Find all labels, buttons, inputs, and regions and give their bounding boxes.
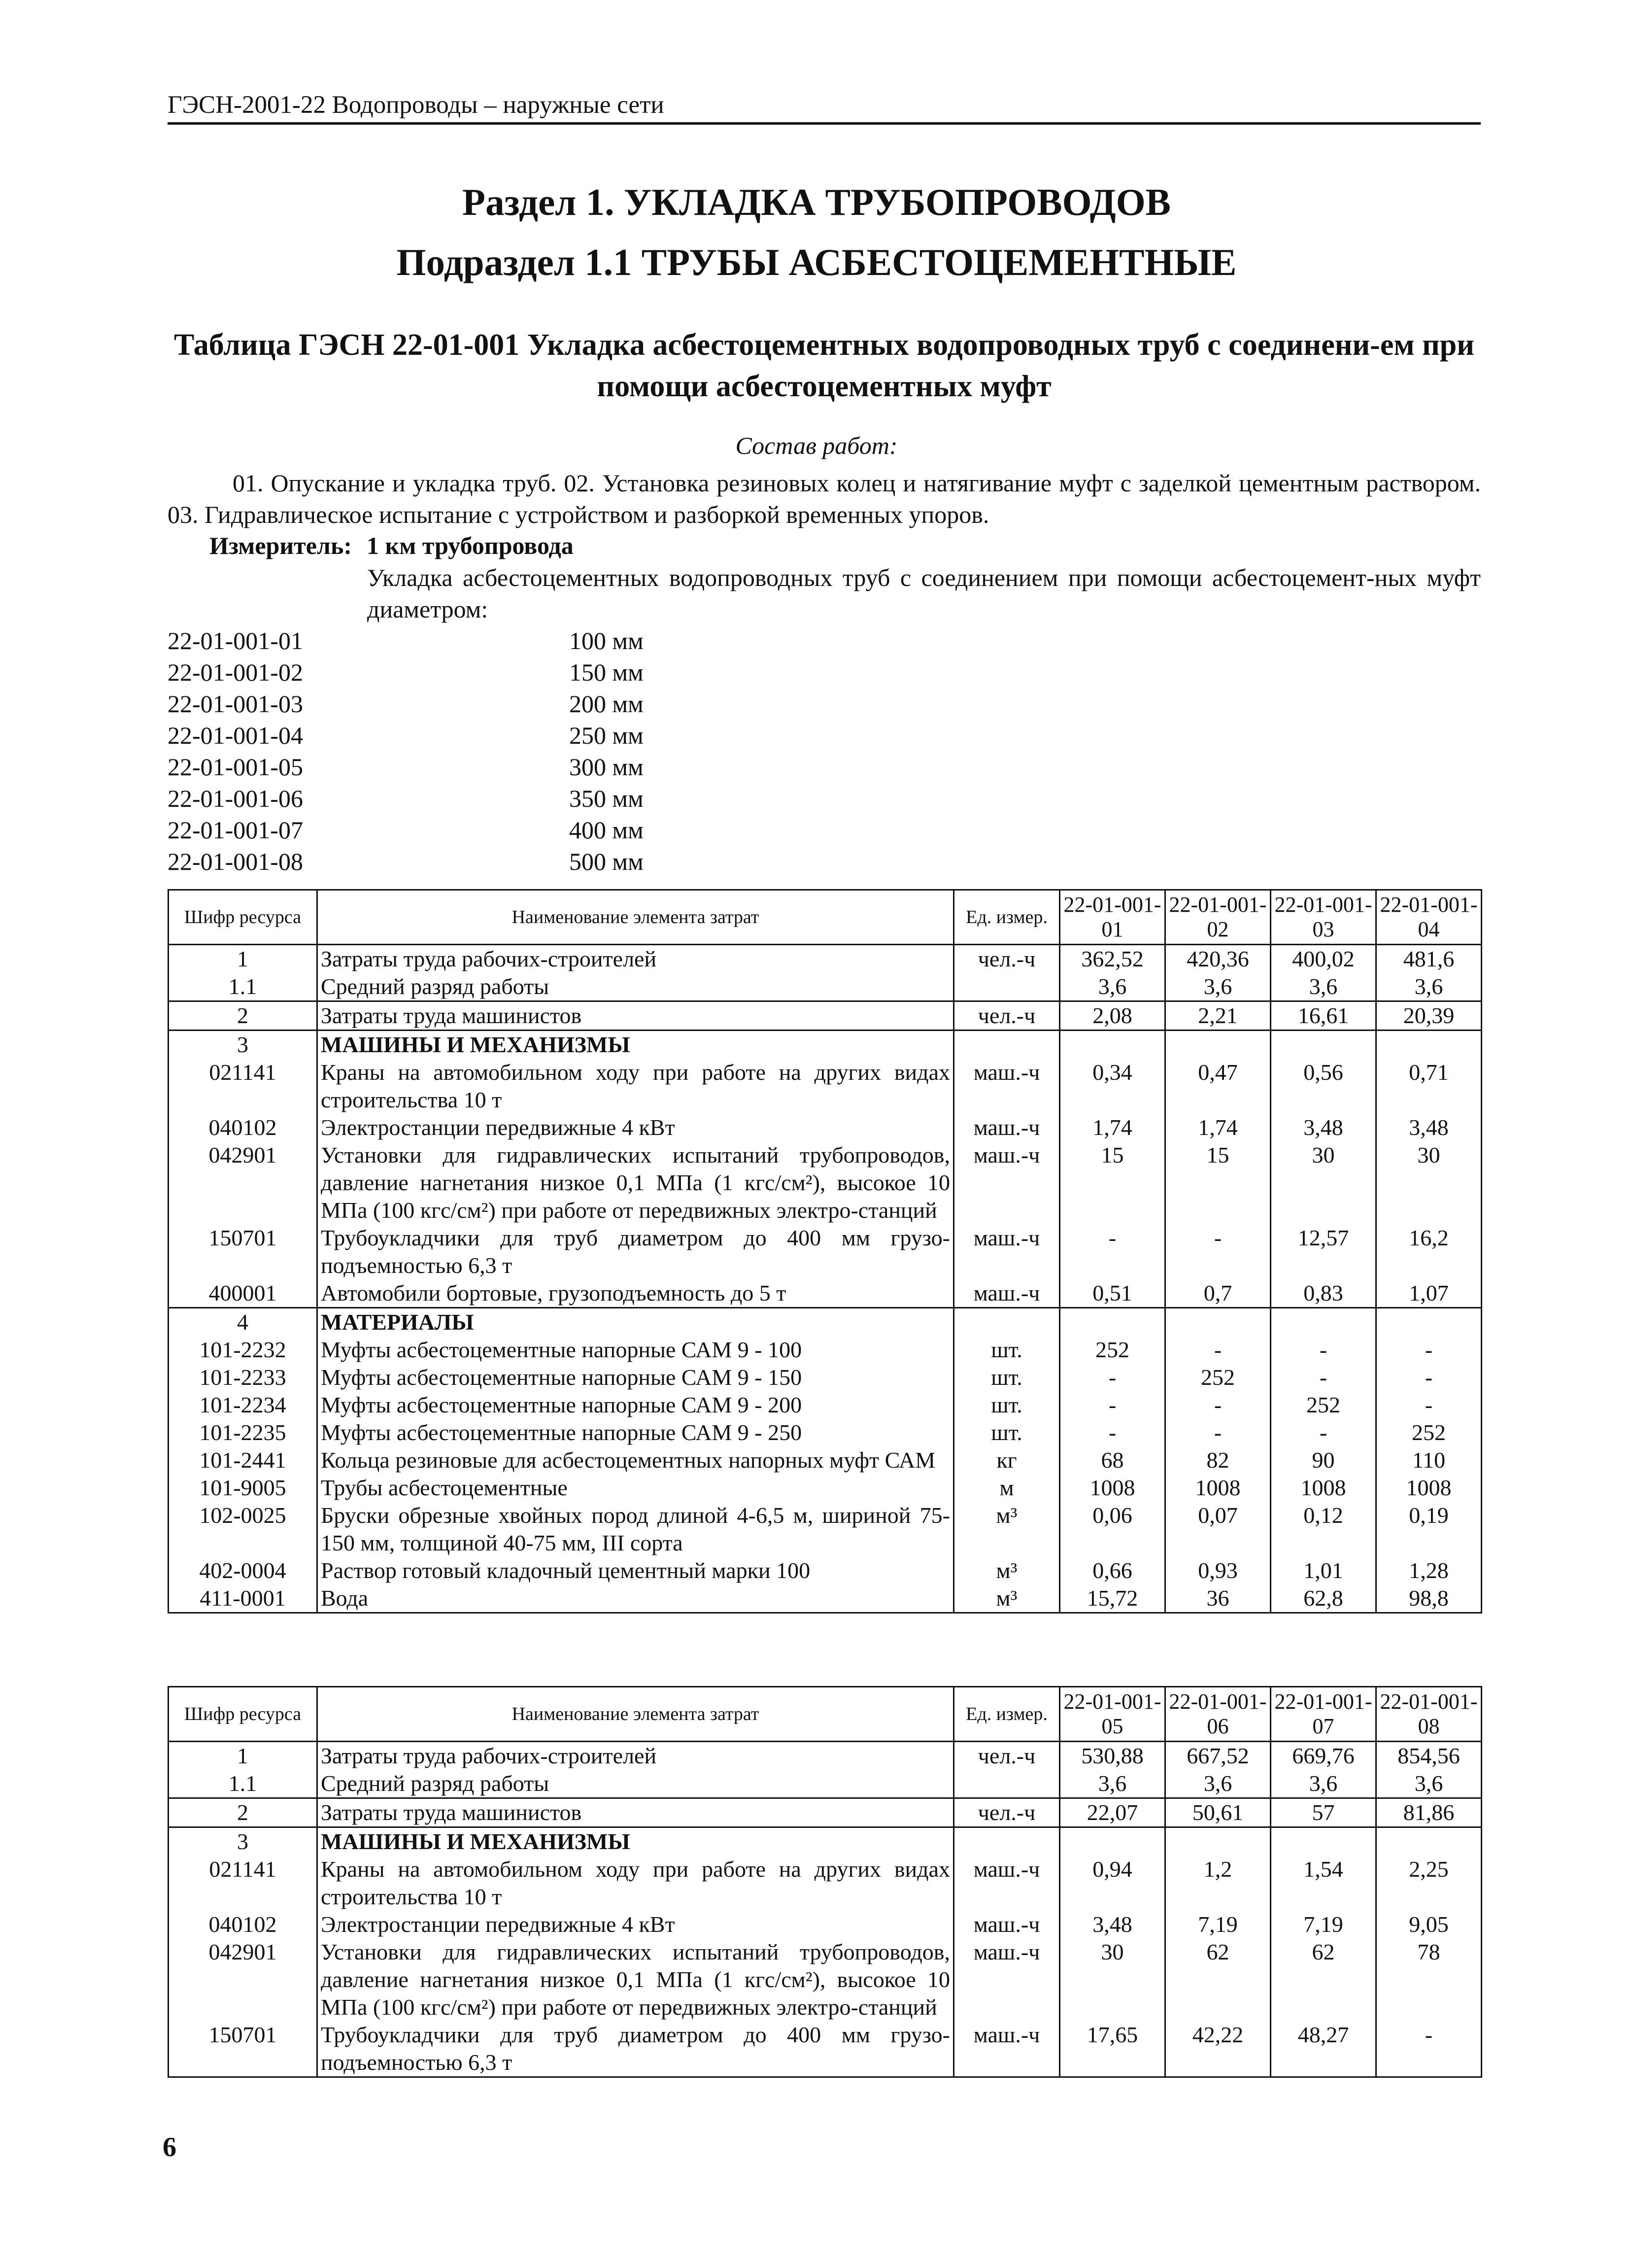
table-row [169, 1141, 1482, 1224]
row-value: 3,6 [1271, 973, 1376, 1001]
code-list-diameter: 400 мм [569, 816, 644, 844]
row-value: 12,57 [1271, 1224, 1376, 1279]
row-code: 102-0025 [169, 1502, 317, 1557]
code-list-code: 22-01-001-05 [168, 753, 303, 781]
table-row [169, 945, 1482, 973]
row-unit: м³ [954, 1502, 1060, 1557]
row-value [1060, 1031, 1165, 1059]
header-name: Наименование элемента затрат [317, 890, 954, 945]
row-value: 0,07 [1165, 1502, 1271, 1557]
row-value: - [1271, 1336, 1376, 1364]
row-value: 110 [1376, 1446, 1482, 1474]
row-name: Муфты асбестоцементные напорные САМ 9 - 150 [317, 1364, 954, 1391]
table-row [169, 1419, 1482, 1446]
header-column-code: 22-01-001-01 [1060, 890, 1165, 945]
table-title: Таблица ГЭСН 22-01-001 Укладка асбестоцементных водопроводных труб с соединени-ем при помощи асбестоцементных муфт [174, 328, 1474, 403]
table-row [169, 973, 1482, 1001]
table-row [169, 1557, 1482, 1584]
measure-value: 1 км трубопровода [367, 532, 574, 559]
table-row [169, 1364, 1482, 1391]
header-code: Шифр ресурса [169, 890, 317, 945]
row-code: 2 [169, 1001, 317, 1031]
table-row [169, 1584, 1482, 1613]
row-value: 1008 [1060, 1474, 1165, 1502]
header-column-code: 22-01-001-04 [1376, 890, 1482, 945]
row-value: 400,02 [1271, 945, 1376, 973]
row-unit: маш.-ч [954, 1114, 1060, 1141]
row-name: МАШИНЫ И МЕХАНИЗМЫ [317, 1031, 954, 1059]
row-name: Раствор готовый кладочный цементный марки 100 [317, 1557, 954, 1584]
row-value: 1,07 [1376, 1279, 1482, 1308]
code-list [168, 625, 644, 877]
row-value: 3,48 [1271, 1114, 1376, 1141]
header-column-code: 22-01-001-07 [1271, 1687, 1376, 1742]
table-row [169, 1336, 1482, 1364]
row-unit: чел.-ч [954, 1001, 1060, 1031]
row-value: 481,6 [1376, 945, 1482, 973]
row-code: 101-9005 [169, 1474, 317, 1502]
row-value: 1,28 [1376, 1557, 1482, 1584]
table-row [169, 2021, 1482, 2077]
row-code: 150701 [169, 2021, 317, 2077]
header-column-code: 22-01-001-06 [1165, 1687, 1271, 1742]
row-unit: шт. [954, 1419, 1060, 1446]
header-column-code: 22-01-001-03 [1271, 890, 1376, 945]
row-value: 0,83 [1271, 1279, 1376, 1308]
code-list-code: 22-01-001-01 [168, 627, 303, 654]
table-header-row [169, 890, 1482, 945]
row-value [1165, 1031, 1271, 1059]
row-value: 16,2 [1376, 1224, 1482, 1279]
row-name: Электростанции передвижные 4 кВт [317, 1911, 954, 1938]
measure-label: Измеритель: [209, 532, 352, 559]
code-list-diameter: 200 мм [569, 690, 644, 718]
row-value: 90 [1271, 1446, 1376, 1474]
row-value: 0,71 [1376, 1059, 1482, 1114]
code-list-item [168, 846, 644, 877]
row-name: Трубоукладчики для труб диаметром до 400 мм грузо-подъемностью 6,3 т [317, 2021, 954, 2077]
table-row [169, 1742, 1482, 1770]
row-value: - [1060, 1391, 1165, 1419]
row-value: - [1165, 1224, 1271, 1279]
code-list-diameter: 100 мм [569, 627, 644, 654]
row-value: - [1060, 1419, 1165, 1446]
code-list-item [168, 625, 644, 656]
row-code: 4 [169, 1308, 317, 1337]
table-row [169, 1502, 1482, 1557]
code-list-code: 22-01-001-08 [168, 848, 303, 875]
row-value: 9,05 [1376, 1911, 1482, 1938]
table-row [169, 1114, 1482, 1141]
row-name: Установки для гидравлических испытаний трубопроводов, давление нагнетания низкое 0,1 МПа (1 кгс/см²), высокое 10 МПа (100 кгс/см²) при работе от передвижных электро-станций [317, 1938, 954, 2021]
row-value: 22,07 [1060, 1798, 1165, 1827]
row-value: 15 [1060, 1141, 1165, 1224]
row-code: 101-2235 [169, 1419, 317, 1446]
row-unit: маш.-ч [954, 1911, 1060, 1938]
table-row [169, 1224, 1482, 1279]
row-value: 57 [1271, 1798, 1376, 1827]
table-row [169, 1474, 1482, 1502]
row-value: 30 [1376, 1141, 1482, 1224]
row-unit: маш.-ч [954, 1279, 1060, 1308]
row-code: 1.1 [169, 1770, 317, 1798]
code-list-code: 22-01-001-02 [168, 658, 303, 686]
row-name: Муфты асбестоцементные напорные САМ 9 - 200 [317, 1391, 954, 1419]
row-name: Затраты труда рабочих-строителей [317, 945, 954, 973]
row-value: 1008 [1271, 1474, 1376, 1502]
row-value: 3,6 [1376, 973, 1482, 1001]
table-row [169, 1031, 1482, 1059]
row-value: 530,88 [1060, 1742, 1165, 1770]
row-value [1376, 1031, 1482, 1059]
row-value: 0,66 [1060, 1557, 1165, 1584]
row-value: 42,22 [1165, 2021, 1271, 2077]
header-column-code: 22-01-001-05 [1060, 1687, 1165, 1742]
row-value: 667,52 [1165, 1742, 1271, 1770]
table-row [169, 1059, 1482, 1114]
row-value: 62 [1165, 1938, 1271, 2021]
row-value: - [1165, 1336, 1271, 1364]
row-value [1271, 1308, 1376, 1337]
row-unit: шт. [954, 1336, 1060, 1364]
header-unit: Ед. измер. [954, 890, 1060, 945]
row-value: 16,61 [1271, 1001, 1376, 1031]
row-value: - [1376, 1364, 1482, 1391]
row-name: МАТЕРИАЛЫ [317, 1308, 954, 1337]
code-list-code: 22-01-001-07 [168, 816, 303, 844]
row-code: 2 [169, 1798, 317, 1827]
row-unit [954, 1308, 1060, 1337]
row-value: - [1376, 1391, 1482, 1419]
code-list-item [168, 656, 644, 688]
table-row [169, 1279, 1482, 1308]
row-value: 81,86 [1376, 1798, 1482, 1827]
row-value: - [1376, 1336, 1482, 1364]
table-row [169, 1001, 1482, 1031]
code-list-code: 22-01-001-03 [168, 690, 303, 718]
row-value: 252 [1060, 1336, 1165, 1364]
row-value: 0,12 [1271, 1502, 1376, 1557]
row-value: 0,06 [1060, 1502, 1165, 1557]
row-value: 20,39 [1376, 1001, 1482, 1031]
section-title: Раздел 1. УКЛАДКА ТРУБОПРОВОДОВ [462, 181, 1171, 223]
row-name: Электростанции передвижные 4 кВт [317, 1114, 954, 1141]
row-value: 0,51 [1060, 1279, 1165, 1308]
row-code: 411-0001 [169, 1584, 317, 1613]
table-row [169, 1798, 1482, 1827]
row-value: 3,48 [1060, 1911, 1165, 1938]
row-unit [954, 1770, 1060, 1798]
row-value: - [1060, 1224, 1165, 1279]
composition-text: 01. Опускание и укладка труб. 02. Установка резиновых колец и натягивание муфт с заделкой цементным раствором. 03. Гидравлическое испытание с устройством и разборкой временных упоров. [168, 469, 1481, 528]
row-value: 3,6 [1271, 1770, 1376, 1798]
row-value: 854,56 [1376, 1742, 1482, 1770]
row-value: 3,6 [1165, 1770, 1271, 1798]
row-value: 98,8 [1376, 1584, 1482, 1613]
row-name: Затраты труда рабочих-строителей [317, 1742, 954, 1770]
code-list-item [168, 688, 644, 720]
row-value: 15 [1165, 1141, 1271, 1224]
row-value [1060, 1308, 1165, 1337]
row-value: 3,6 [1376, 1770, 1482, 1798]
header-name: Наименование элемента затрат [317, 1687, 954, 1742]
row-name: Затраты труда машинистов [317, 1001, 954, 1031]
row-unit: кг [954, 1446, 1060, 1474]
code-list-item [168, 783, 644, 814]
row-value: 36 [1165, 1584, 1271, 1613]
row-unit: маш.-ч [954, 1224, 1060, 1279]
row-value: 669,76 [1271, 1742, 1376, 1770]
row-value: 0,19 [1376, 1502, 1482, 1557]
row-name: Кольца резиновые для асбестоцементных напорных муфт САМ [317, 1446, 954, 1474]
row-code: 1 [169, 945, 317, 973]
row-value [1376, 1827, 1482, 1856]
table-row [169, 1308, 1482, 1337]
row-code: 402-0004 [169, 1557, 317, 1584]
row-value: 252 [1376, 1419, 1482, 1446]
row-value [1165, 1308, 1271, 1337]
code-list-diameter: 300 мм [569, 753, 644, 781]
row-value: 7,19 [1271, 1911, 1376, 1938]
row-value: 1,2 [1165, 1856, 1271, 1911]
code-list-item [168, 814, 644, 846]
row-value: 0,47 [1165, 1059, 1271, 1114]
row-unit [954, 973, 1060, 1001]
code-list-diameter: 150 мм [569, 658, 644, 686]
row-value: 3,48 [1376, 1114, 1482, 1141]
row-unit: чел.-ч [954, 1742, 1060, 1770]
table-row [169, 1446, 1482, 1474]
row-name: Трубы асбестоцементные [317, 1474, 954, 1502]
row-value: 48,27 [1271, 2021, 1376, 2077]
row-unit: чел.-ч [954, 945, 1060, 973]
row-value: 30 [1060, 1938, 1165, 2021]
row-value: 3,6 [1060, 1770, 1165, 1798]
row-unit: шт. [954, 1364, 1060, 1391]
code-list-diameter: 350 мм [569, 785, 644, 812]
row-unit: м³ [954, 1557, 1060, 1584]
row-name: Муфты асбестоцементные напорные САМ 9 - 100 [317, 1336, 954, 1364]
row-value: 0,93 [1165, 1557, 1271, 1584]
row-code: 150701 [169, 1224, 317, 1279]
table-row [169, 1770, 1482, 1798]
row-unit: м [954, 1474, 1060, 1502]
row-value: - [1376, 2021, 1482, 2077]
row-value: 2,21 [1165, 1001, 1271, 1031]
row-value: 82 [1165, 1446, 1271, 1474]
row-value [1165, 1827, 1271, 1856]
row-code: 3 [169, 1031, 317, 1059]
row-code: 021141 [169, 1059, 317, 1114]
table-row [169, 1856, 1482, 1911]
row-value [1060, 1827, 1165, 1856]
header-column-code: 22-01-001-02 [1165, 890, 1271, 945]
row-value: 0,94 [1060, 1856, 1165, 1911]
row-value: 1,74 [1165, 1114, 1271, 1141]
row-unit: маш.-ч [954, 1856, 1060, 1911]
row-code: 101-2234 [169, 1391, 317, 1419]
resource-table-1 [168, 889, 1482, 1614]
row-name: Затраты труда машинистов [317, 1798, 954, 1827]
row-code: 040102 [169, 1911, 317, 1938]
row-value [1271, 1031, 1376, 1059]
composition-title: Состав работ: [735, 432, 898, 459]
row-name: Муфты асбестоцементные напорные САМ 9 - 250 [317, 1419, 954, 1446]
code-list-code: 22-01-001-06 [168, 785, 303, 812]
row-value: 78 [1376, 1938, 1482, 2021]
subsection-title: Подраздел 1.1 ТРУБЫ АСБЕСТОЦЕМЕНТНЫЕ [396, 241, 1237, 283]
row-unit: м³ [954, 1584, 1060, 1613]
row-name: Трубоукладчики для труб диаметром до 400 мм грузо-подъемностью 6,3 т [317, 1224, 954, 1279]
row-value: 1,54 [1271, 1856, 1376, 1911]
row-value [1271, 1827, 1376, 1856]
row-value: 50,61 [1165, 1798, 1271, 1827]
row-value: 0,34 [1060, 1059, 1165, 1114]
row-value: 2,08 [1060, 1001, 1165, 1031]
row-value: 30 [1271, 1141, 1376, 1224]
row-name: Средний разряд работы [317, 973, 954, 1001]
row-code: 042901 [169, 1938, 317, 2021]
row-value: 0,7 [1165, 1279, 1271, 1308]
row-value: 68 [1060, 1446, 1165, 1474]
row-code: 400001 [169, 1279, 317, 1308]
header-unit: Ед. измер. [954, 1687, 1060, 1742]
row-code: 040102 [169, 1114, 317, 1141]
row-code: 1.1 [169, 973, 317, 1001]
row-value: 62,8 [1271, 1584, 1376, 1613]
table-header-row [169, 1687, 1482, 1742]
row-value: - [1271, 1419, 1376, 1446]
row-name: Установки для гидравлических испытаний трубопроводов, давление нагнетания низкое 0,1 МПа (1 кгс/см²), высокое 10 МПа (100 кгс/см²) при работе от передвижных электро-станций [317, 1141, 954, 1224]
row-value: - [1271, 1364, 1376, 1391]
row-value: 252 [1271, 1391, 1376, 1419]
row-value [1376, 1308, 1482, 1337]
row-name: Краны на автомобильном ходу при работе на других видах строительства 10 т [317, 1059, 954, 1114]
table-row [169, 1827, 1482, 1856]
row-value: - [1165, 1391, 1271, 1419]
row-code: 101-2233 [169, 1364, 317, 1391]
work-description: Укладка асбестоцементных водопроводных труб с соединением при помощи асбестоцемент-ных муфт диаметром: [367, 564, 1481, 623]
row-value: 15,72 [1060, 1584, 1165, 1613]
table-row [169, 1911, 1482, 1938]
row-value: 7,19 [1165, 1911, 1271, 1938]
table-row [169, 1938, 1482, 2021]
row-value: 1008 [1165, 1474, 1271, 1502]
table-row [169, 1391, 1482, 1419]
header-column-code: 22-01-001-08 [1376, 1687, 1482, 1742]
row-unit: шт. [954, 1391, 1060, 1419]
code-list-item [168, 720, 644, 751]
row-value: 252 [1165, 1364, 1271, 1391]
row-unit [954, 1827, 1060, 1856]
running-header: ГЭСН-2001-22 Водопроводы – наружные сети [168, 88, 1481, 125]
code-list-diameter: 500 мм [569, 848, 644, 875]
row-code: 1 [169, 1742, 317, 1770]
code-list-code: 22-01-001-04 [168, 722, 303, 749]
code-list-diameter: 250 мм [569, 722, 644, 749]
row-value: - [1060, 1364, 1165, 1391]
row-code: 021141 [169, 1856, 317, 1911]
row-value: - [1165, 1419, 1271, 1446]
row-unit: маш.-ч [954, 2021, 1060, 2077]
row-unit: маш.-ч [954, 1938, 1060, 2021]
code-list-item [168, 751, 644, 783]
row-name: Бруски обрезные хвойных пород длиной 4-6,5 м, шириной 75-150 мм, толщиной 40-75 мм, III сорта [317, 1502, 954, 1557]
measure-line [209, 531, 574, 560]
row-value: 1,74 [1060, 1114, 1165, 1141]
row-value: 62 [1271, 1938, 1376, 2021]
row-code: 042901 [169, 1141, 317, 1224]
row-unit: маш.-ч [954, 1059, 1060, 1114]
row-value: 3,6 [1060, 973, 1165, 1001]
row-unit [954, 1031, 1060, 1059]
row-value: 420,36 [1165, 945, 1271, 973]
row-code: 101-2441 [169, 1446, 317, 1474]
row-code: 3 [169, 1827, 317, 1856]
row-value: 2,25 [1376, 1856, 1482, 1911]
row-value: 1008 [1376, 1474, 1482, 1502]
row-name: Автомобили бортовые, грузоподъемность до 5 т [317, 1279, 954, 1308]
row-unit: маш.-ч [954, 1141, 1060, 1224]
row-value: 362,52 [1060, 945, 1165, 973]
row-name: Краны на автомобильном ходу при работе на других видах строительства 10 т [317, 1856, 954, 1911]
row-name: Вода [317, 1584, 954, 1613]
row-value: 3,6 [1165, 973, 1271, 1001]
header-code: Шифр ресурса [169, 1687, 317, 1742]
row-value: 0,56 [1271, 1059, 1376, 1114]
row-value: 1,01 [1271, 1557, 1376, 1584]
row-name: МАШИНЫ И МЕХАНИЗМЫ [317, 1827, 954, 1856]
page-number: 6 [163, 2132, 176, 2163]
row-code: 101-2232 [169, 1336, 317, 1364]
row-value: 17,65 [1060, 2021, 1165, 2077]
row-unit: чел.-ч [954, 1798, 1060, 1827]
resource-table-2 [168, 1686, 1482, 2078]
row-name: Средний разряд работы [317, 1770, 954, 1798]
